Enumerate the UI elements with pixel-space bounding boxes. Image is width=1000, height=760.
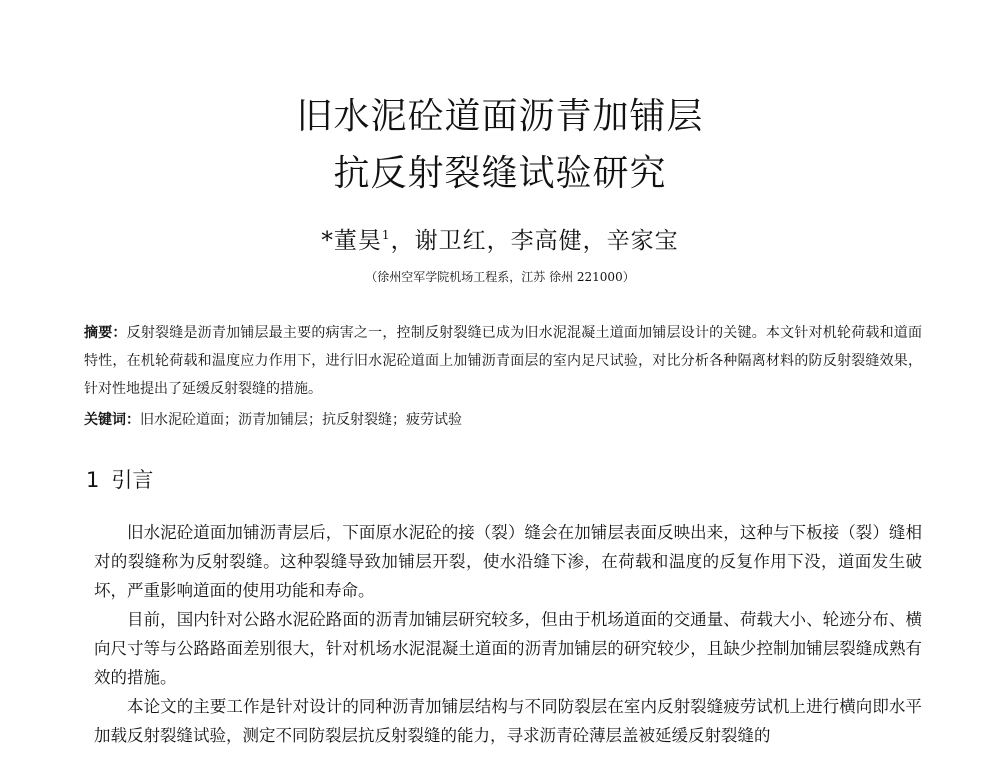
author-1-affiliation-mark: 1 xyxy=(381,228,391,242)
body-paragraph: 旧水泥砼道面加铺沥青层后，下面原水泥砼的接（裂）缝会在加铺层表面反映出来，这种与下板接（裂）缝相对的裂缝称为反射裂缝。这种裂缝导致加铺层开裂，使水沿缝下渗，在荷载和温度的反复作用下没，道面发生破坏，严重影响道面的使用功能和寿命。 xyxy=(94,523,922,600)
abstract-text: 反射裂缝是沥青加铺层最主要的病害之一，控制反射裂缝已成为旧水泥混凝土道面加铺层设计的关键。本文针对机轮荷载和道面特性，在机轮荷载和温度应力作用下，进行旧水泥砼道面上加铺沥青面层的室内足尺试验，对比分析各种隔离材料的防反射裂缝效果，针对性地提出了延缓反射裂缝的措施。 xyxy=(84,325,923,397)
paper-title-line2: 抗反射裂缝试验研究 xyxy=(333,153,667,194)
paper-title-line1: 旧水泥砼道面沥青加铺层 xyxy=(296,96,704,137)
section-number: 1 xyxy=(86,468,100,492)
affiliation: （徐州空军学院机场工程系，江苏 徐州 221000） xyxy=(365,270,635,284)
corresponding-mark: * xyxy=(321,228,334,254)
author-1: 董昊 xyxy=(333,228,382,254)
body-paragraph: 本论文的主要工作是针对设计的同种沥青加铺层结构与不同防裂层在室内反射裂缝疲劳试机上进行横向即水平加载反射裂缝试验，测定不同防裂层抗反射裂缝的能力，寻求沥青砼薄层盖被延缓反射裂缝的 xyxy=(94,697,922,745)
section-body xyxy=(94,518,922,750)
keywords-text: 旧水泥砼道面；沥青加铺层；抗反射裂缝；疲劳试验 xyxy=(140,412,462,428)
section-heading xyxy=(86,464,153,494)
section-title: 引言 xyxy=(111,468,154,492)
keywords xyxy=(84,406,922,434)
keywords-label: 关键词： xyxy=(84,412,140,428)
abstract xyxy=(84,319,922,403)
abstract-label: 摘要： xyxy=(84,325,127,341)
other-authors: ，谢卫红，李高健，辛家宝 xyxy=(390,228,679,254)
author-list xyxy=(0,222,1000,255)
body-paragraph: 目前，国内针对公路水泥砼路面的沥青加铺层研究较多，但由于机场道面的交通量、荷载大小、轮迹分布、横向尺寸等与公路路面差别很大，针对机场水泥混凝土道面的沥青加铺层的研究较少，且缺少控制加铺层裂缝成熟有效的措施。 xyxy=(94,610,922,687)
